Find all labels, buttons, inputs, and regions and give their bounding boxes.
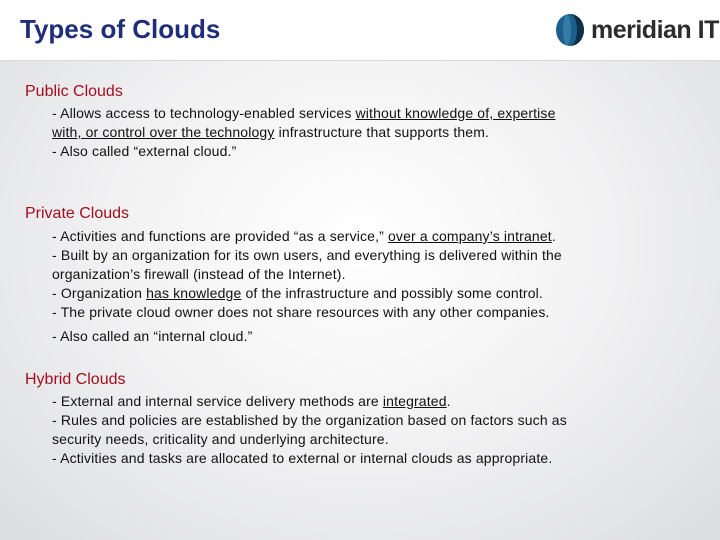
underlined-text: has knowledge	[146, 285, 242, 301]
public-clouds-body	[52, 104, 692, 161]
company-logo	[555, 12, 719, 48]
private-clouds-heading: Private Clouds	[25, 205, 130, 222]
hybrid-line-1	[52, 392, 692, 411]
meridian-logo-icon	[555, 13, 585, 47]
underlined-text: over a company’s intranet	[388, 228, 552, 244]
text-run: - Organization	[52, 285, 147, 301]
private-line-4	[52, 284, 692, 303]
private-clouds-body	[52, 227, 692, 346]
private-line-6: - Also called an “internal cloud.”	[52, 328, 253, 344]
slide-title: Types of Clouds	[20, 14, 221, 44]
private-line-2: - Built by an organization for its own users, and everything is delivered within the	[52, 247, 562, 263]
underlined-text: integrated	[382, 393, 447, 409]
hybrid-line-3: security needs, criticality and underlying architecture.	[52, 431, 389, 447]
public-line-1	[52, 104, 692, 123]
private-line-5: - The private cloud owner does not share resources with any other companies.	[52, 304, 550, 320]
logo-text: meridian IT	[591, 15, 719, 44]
text-run: .	[551, 228, 556, 244]
text-run: - External and internal service delivery methods are	[52, 393, 383, 409]
text-run: - Allows access to technology-enabled services	[52, 105, 356, 121]
text-run: infrastructure that supports them.	[274, 124, 490, 140]
underlined-text: with, or control over the technology	[52, 124, 275, 140]
text-run: .	[446, 393, 451, 409]
private-line-3: organization’s firewall (instead of the Internet).	[52, 266, 346, 282]
public-line-2	[52, 123, 692, 142]
public-clouds-heading: Public Clouds	[25, 83, 123, 100]
public-line-3: - Also called “external cloud.”	[52, 143, 237, 159]
underlined-text: without knowledge of, expertise	[355, 105, 556, 121]
hybrid-line-4: - Activities and tasks are allocated to external or internal clouds as appropriate.	[52, 450, 553, 466]
text-run: - Activities and functions are provided “as a service,”	[52, 228, 388, 244]
slide-header	[0, 0, 720, 61]
hybrid-clouds-body	[52, 392, 692, 468]
text-run: of the infrastructure and possibly some control.	[241, 285, 543, 301]
hybrid-clouds-heading: Hybrid Clouds	[25, 371, 126, 388]
hybrid-line-2: - Rules and policies are established by the organization based on factors such as	[52, 412, 567, 428]
private-line-1	[52, 227, 692, 246]
